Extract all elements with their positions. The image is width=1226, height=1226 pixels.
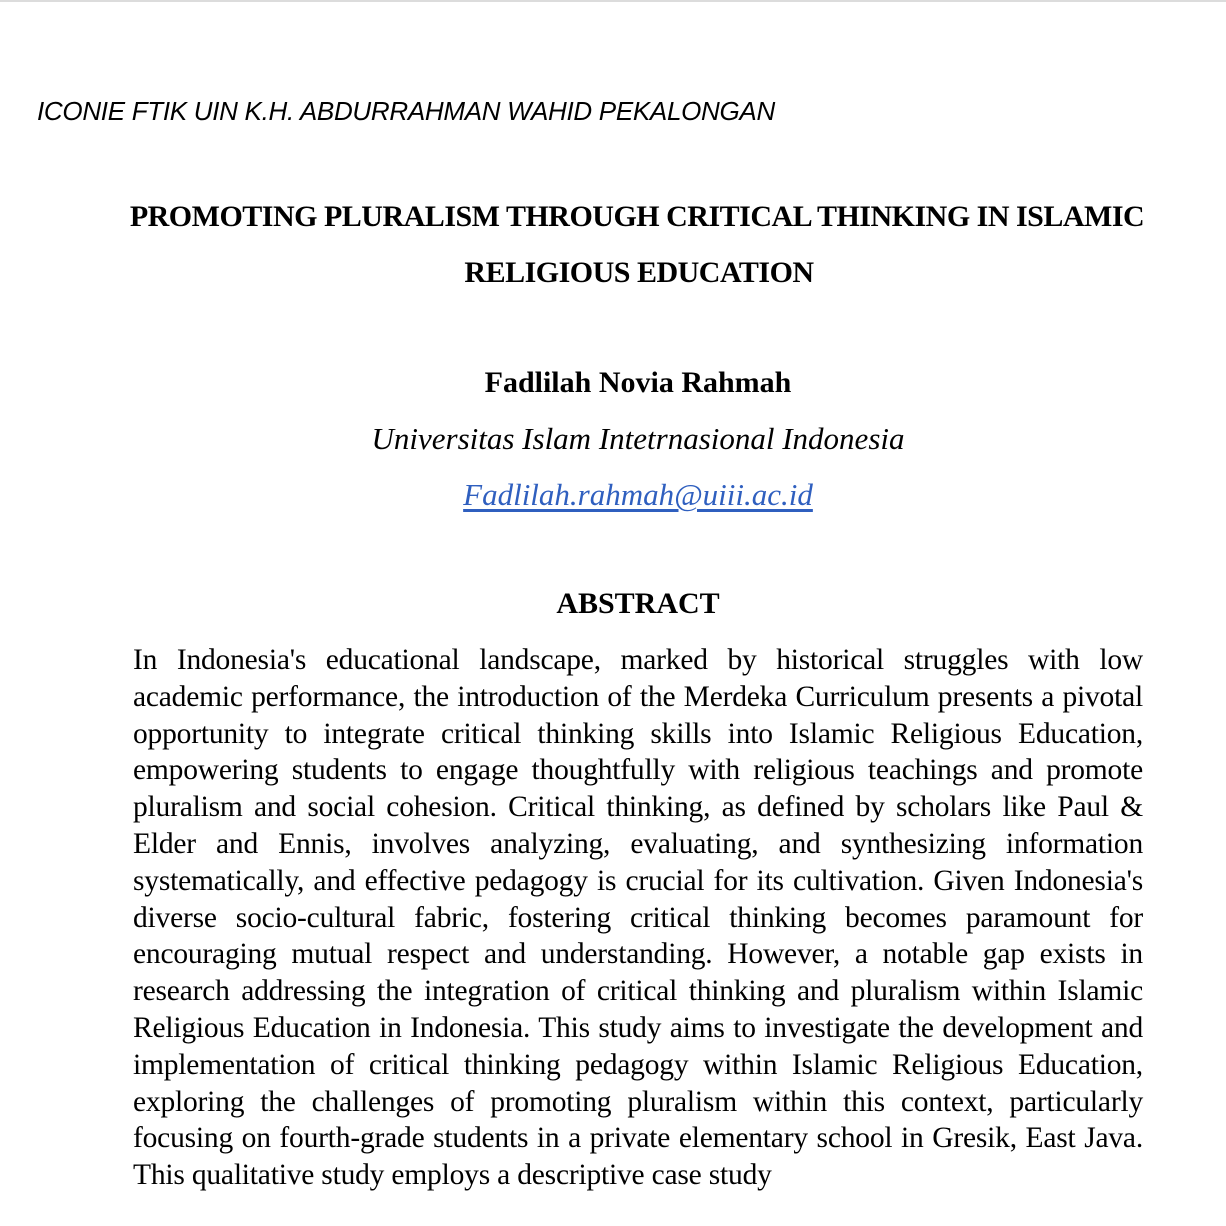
abstract-heading: ABSTRACT bbox=[556, 587, 720, 620]
abstract-body: In Indonesia's educational landscape, marked by historical struggles with low academic performance, the introduction of the Merdeka Curriculum presents a pivotal opportunity to integrate critical thinking skills into Islamic Religious Education, empowering students to engage thoughtfully with religious teachings and promote pluralism and social cohesion. Critical thinking, as defined by scholars like Paul & Elder and Ennis, involves analyzing, evaluating, and synthesizing information systematically, and effective pedagogy is crucial for its cultivation. Given Indonesia's diverse socio-cultural fabric, fostering critical thinking becomes paramount for encouraging mutual respect and understanding. However, a notable gap exists in research addressing the integration of critical thinking and pluralism within Islamic Religious Education in Indonesia. This study aims to investigate the development and implementation of critical thinking pedagogy within Islamic Religious Education, exploring the challenges of promoting pluralism within this context, particularly focusing on fourth-grade students in a private elementary school in Gresik, East Java. This qualitative study employs a descriptive case study bbox=[133, 644, 1143, 1192]
author-name: Fadlilah Novia Rahmah bbox=[484, 366, 792, 399]
title-line-1: PROMOTING PLURALISM THROUGH CRITICAL THINKING IN ISLAMIC bbox=[129, 200, 1145, 233]
running-header: ICONIE FTIK UIN K.H. ABDURRAHMAN WAHID PEKALONGAN bbox=[37, 96, 775, 126]
title-line-2: RELIGIOUS EDUCATION bbox=[464, 256, 814, 289]
author-affiliation: Universitas Islam Intetrnasional Indonesia bbox=[371, 421, 905, 456]
author-email-line bbox=[0, 477, 1226, 513]
author-email-link[interactable]: Fadlilah.rahmah@uiii.ac.id bbox=[463, 477, 813, 512]
